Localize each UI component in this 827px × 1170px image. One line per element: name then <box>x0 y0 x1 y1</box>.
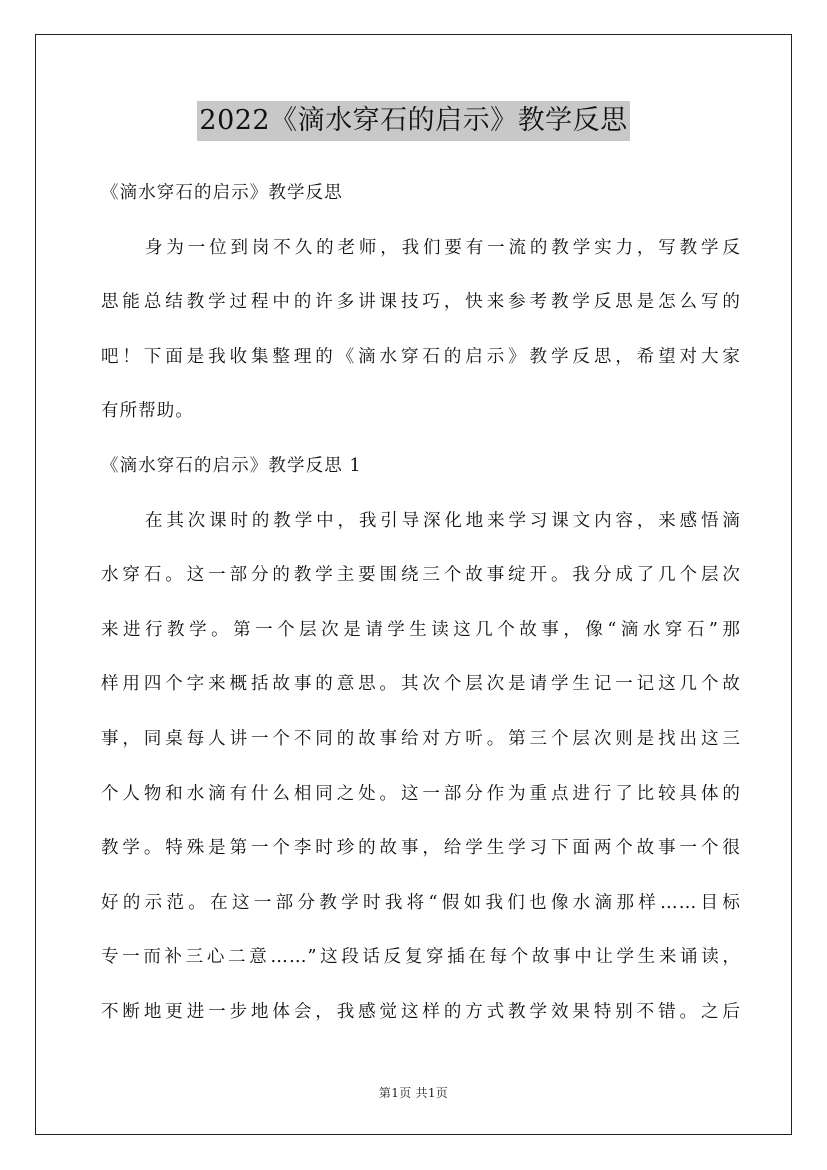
paragraph-line: 不断地更进一步地体会，我感觉这样的方式教学效果特别不错。之后 <box>101 1001 741 1022</box>
paragraph-line: 好的示范。在这一部分教学时我将“假如我们也像水滴那样……目标 <box>101 892 741 913</box>
section-heading: 《滴水穿石的启示》教学反思 <box>101 183 343 203</box>
document-body <box>101 166 741 1040</box>
paragraph-line: 样用四个字来概括故事的意思。其次个层次是请学生记一记这几个故 <box>101 674 741 695</box>
document-title: 2022《滴水穿石的启示》教学反思 <box>197 101 629 141</box>
paragraph-line: 水穿石。这一部分的教学主要围绕三个故事绽开。我分成了几个层次 <box>101 565 741 586</box>
paragraph-line: 在其次课时的教学中，我引导深化地来学习课文内容，来感悟滴 <box>145 510 741 531</box>
paragraph-line: 专一而补三心二意……”这段话反复穿插在每个故事中让学生来诵读， <box>101 947 741 968</box>
paragraph-line: 事，同桌每人讲一个不同的故事给对方听。第三个层次则是找出这三 <box>101 728 741 749</box>
paragraph-line: 个人物和水滴有什么相同之处。这一部分作为重点进行了比较具体的 <box>101 783 741 804</box>
section-heading: 《滴水穿石的启示》教学反思 1 <box>101 455 362 476</box>
paragraph-line: 身为一位到岗不久的老师，我们要有一流的教学实力，写教学反 <box>145 237 741 258</box>
paragraph-line: 教学。特殊是第一个李时珍的故事，给学生学习下面两个故事一个很 <box>101 838 741 859</box>
paragraph-line: 思能总结教学过程中的许多讲课技巧，快来参考教学反思是怎么写的 <box>101 292 741 313</box>
page-number-footer: 第1页 共1页 <box>378 1086 449 1100</box>
paragraph-line: 吧！下面是我收集整理的《滴水穿石的启示》教学反思，希望对大家 <box>101 346 741 367</box>
paragraph-line: 有所帮助。 <box>101 401 194 422</box>
paragraph-line: 来进行教学。第一个层次是请学生读这几个故事，像“滴水穿石”那 <box>101 619 741 640</box>
title-container <box>0 101 827 141</box>
